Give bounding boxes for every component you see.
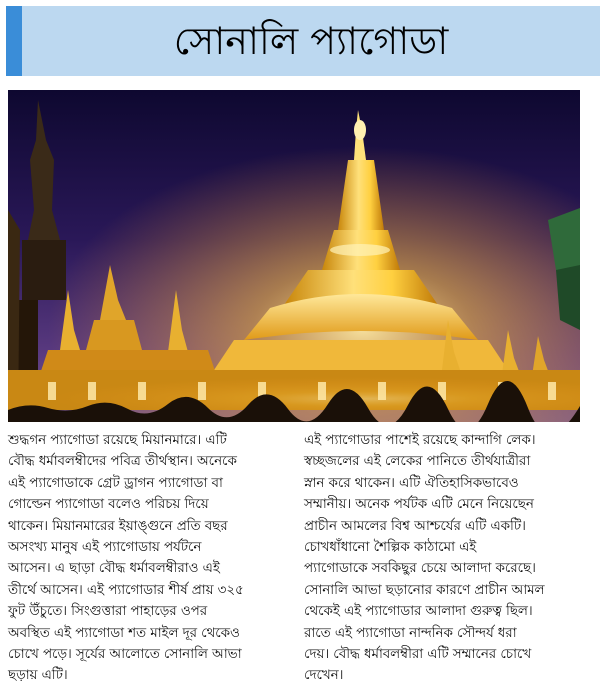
title-accent-bar <box>6 6 22 76</box>
pagoda-photo <box>8 90 580 422</box>
article-title: সোনালি প্যাগোডা <box>173 19 449 63</box>
article-column-left: শুদ্ধগন প্যাগোডা রয়েছে মিয়ানমারে। এটি বৌদ্ধ ধর্মাবলম্বীদের পবিত্র তীর্থস্থান। অনেকে এই প্যাগোডাকে গ্রেট ড্রাগন প্যাগোডা বা গোল্ডেন প্যাগোডা বলেও পরিচয় দিয়ে থাকেন। মিয়ানমারের ইয়াঙ্গুনে প্রতি বছর অসংখ্য মানুষ এই প্যাগোডায় পর্যটনে আসেন। এ ছাড়া বৌদ্ধ ধর্মাবলম্বীরাও এই তীর্থে আসেন। এই প্যাগোডার শীর্ষ প্রায় ৩২৫ ফুট উঁচুতে। সিংগুত্তারা পাহাড়ের ওপর অবস্থিত এই প্যাগোডা শত মাইল দূর থেকেও চোখে পড়ে। সূর্যের আলোতে সোনালি আভা ছড়ায় এটি। <box>8 432 244 684</box>
article-column-right: এই প্যাগোডার পাশেই রয়েছে কান্দাগি লেক। স্বচ্ছজলের এই লেকের পানিতে তীর্থযাত্রীরা স্নান করে থাকেন। এটি ঐতিহাসিকভাবেও সম্মানীয়। অনেক পর্যটক এটি মেনে নিয়েছেন প্রাচীন আমলের বিশ্ব আশ্চর্যের এটি একটি। চোখধাঁধানো শৈল্পিক কাঠামো এই প্যাগোডাকে সবকিছুর চেয়ে আলাদা করেছে। সোনালি আভা ছড়ানোর কারণে প্রাচীন আমল থেকেই এই প্যাগোডার আলাদা গুরুত্ব ছিল। রাতে এই প্যাগোডা নান্দনিক সৌন্দর্য ধরা দেয়। বৌদ্ধ ধর্মাবলম্বীরা এটি সম্মানের চোখে দেখেন। <box>304 432 545 684</box>
title-band <box>6 6 600 76</box>
